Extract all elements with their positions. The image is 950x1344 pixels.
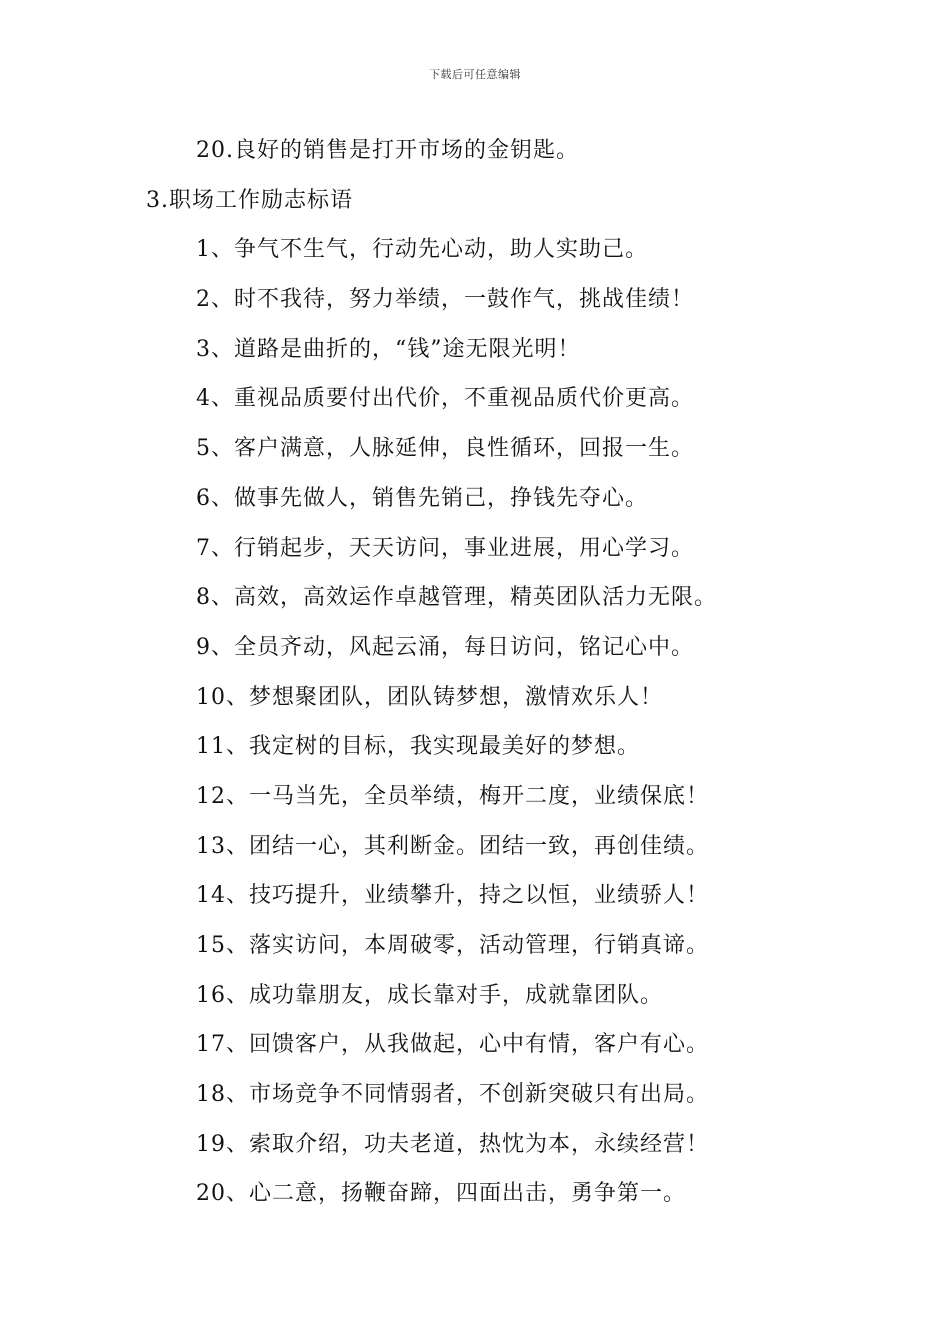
list-item: 2、时不我待，努力举绩，一鼓作气，挑战佳绩！	[196, 287, 694, 313]
intro-line: 20.良好的销售是打开市场的金钥匙。	[196, 138, 579, 163]
list-item: 8、高效，高效运作卓越管理，精英团队活力无限。	[196, 585, 717, 611]
list-item: 10、梦想聚团队，团队铸梦想，激情欢乐人！	[196, 684, 663, 710]
list-item: 12、一马当先，全员举绩，梅开二度，业绩保底！	[196, 783, 709, 809]
list-item: 7、行销起步，天天访问，事业进展，用心学习。	[196, 535, 694, 561]
list-item: 20、心二意，扬鞭奋蹄，四面出击，勇争第一。	[196, 1181, 686, 1207]
list-item: 11、我定树的目标，我实现最美好的梦想。	[196, 734, 640, 760]
list-item: 3、道路是曲折的，“钱”途无限光明！	[196, 336, 581, 362]
document-body	[0, 131, 950, 1224]
list-item: 5、客户满意，人脉延伸，良性循环，回报一生。	[196, 436, 694, 462]
list-item: 4、重视品质要付出代价，不重视品质代价更高。	[196, 386, 694, 412]
section-title: 3.职场工作励志标语	[146, 187, 353, 213]
list-item: 19、索取介绍，功夫老道，热忱为本，永续经营！	[196, 1131, 709, 1157]
list-item: 9、全员齐动，风起云涌，每日访问，铭记心中。	[196, 634, 694, 660]
list-item: 18、市场竞争不同情弱者，不创新突破只有出局。	[196, 1082, 709, 1108]
list-item: 17、回馈客户，从我做起，心中有情，客户有心。	[196, 1032, 709, 1058]
list-item: 13、团结一心，其利断金。团结一致，再创佳绩。	[196, 833, 709, 859]
list-item: 1、争气不生气，行动先心动，助人实助己。	[196, 237, 648, 263]
list-item: 16、成功靠朋友，成长靠对手，成就靠团队。	[196, 982, 663, 1008]
page-header: 下载后可任意编辑	[429, 68, 521, 81]
list-item: 6、做事先做人，销售先销己，挣钱先夺心。	[196, 485, 648, 511]
list-item: 15、落实访问，本周破零，活动管理，行销真谛。	[196, 933, 709, 958]
list-item: 14、技巧提升，业绩攀升，持之以恒，业绩骄人！	[196, 883, 709, 909]
